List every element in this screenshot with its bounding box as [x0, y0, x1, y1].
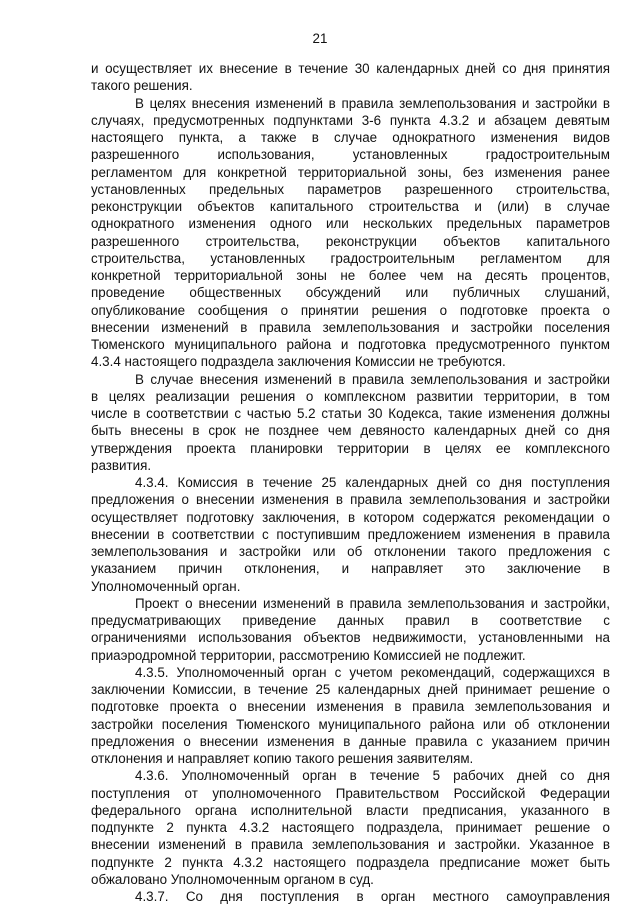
text-line: строительства, установленных градостроительным регламентом для [91, 250, 610, 266]
text-line: разрешенного использования, установленных градостроительным [91, 147, 610, 163]
text-line: подпункте 2 пункта 4.3.2 настоящего подраздела предписание может быть [91, 854, 610, 870]
text-line: опубликование сообщения о принятии решения о подготовке проекта о [91, 302, 610, 318]
text-line: обжаловано Уполномоченным органом в суд. [91, 871, 374, 887]
text-line: числе в соответствии с частью 5.2 статьи 30 Кодекса, такие изменения должны [91, 406, 610, 421]
text-line: Проект о внесении изменений в правила землепользования и застройки, [135, 595, 610, 611]
text-line: подготовке проекта о внесении изменения в правила землепользования и [91, 699, 610, 715]
page-number: 21 [312, 31, 328, 46]
text-line: Тюменского муниципального района и подготовка предусмотренного пунктом [91, 337, 610, 352]
text-line: 4.3.7. Со дня поступления в орган местного самоуправления [135, 889, 610, 904]
text-line: внесении изменений в правила землепользования и застройки. Указанное в [91, 837, 610, 853]
text-line: быть внесены в срок не позднее чем девяносто календарных дней со дня [91, 423, 610, 439]
text-line: однократного изменения одного или нескольких предельных параметров [91, 216, 610, 232]
text-line: реконструкции объектов капитального строительства и (или) в случае [91, 199, 610, 214]
text-line: федерального органа исполнительной власти предписания, указанного в [91, 802, 610, 818]
text-line: поступления от уполномоченного Правительством Российской Федерации [91, 785, 610, 801]
text-line: развития. [91, 457, 152, 473]
text-line: в целях реализации решения о комплексном развитии территории, в том [91, 388, 610, 404]
text-line: разрешенного строительства, реконструкции объектов капитального [91, 233, 610, 249]
text-line: предложения о внесении изменения в правила землепользования и застройки [91, 492, 610, 508]
text-line: внесении изменений в правила землепользования и застройки поселения [91, 319, 610, 335]
text-line: такого решения. [91, 78, 193, 94]
text-line: заключении Комиссии, в течение 25 календарных дней принимает решение о [91, 682, 610, 697]
text-line: предусматривающих приведение данных правил в соответствие с [91, 613, 610, 628]
text-line: В случае внесения изменений в правила землепользования и застройки [135, 371, 610, 387]
text-line: В целях внесения изменений в правила землепользования и застройки в [135, 95, 610, 111]
text-line: проведение общественных обсуждений или публичных слушаний, [91, 285, 610, 301]
text-line: приаэродромной территории, рассмотрению Комиссией не подлежит. [91, 647, 526, 663]
text-line: и осуществляет их внесение в течение 30 календарных дней со дня принятия [91, 61, 610, 76]
text-line: внесении в соответствии с поступившим предложением изменения в правила [91, 526, 610, 542]
text-line: подпункте 2 пункта 4.3.2 настоящего подраздела, принимает решение о [91, 820, 610, 835]
text-line: конкретной территориальной зоны не более чем на десять процентов, [91, 268, 610, 283]
text-line: 4.3.4 настоящего подраздела заключения Комиссии не требуются. [91, 354, 506, 370]
text-line: ограничениями использования объектов недвижимости, установленными на [91, 630, 610, 646]
text-line: осуществляет подготовку заключения, в котором содержатся рекомендации о [91, 509, 610, 525]
text-line: установленных предельных параметров разрешенного строительства, [91, 181, 610, 197]
text-line: 4.3.5. Уполномоченный орган с учетом рекомендаций, содержащихся в [135, 664, 610, 680]
text-line: случаях, предусмотренных подпунктами 3-6 пункта 4.3.2 и абзацем девятым [91, 112, 610, 128]
text-line: предложения о внесении изменения в данные правила с указанием причин [91, 733, 610, 749]
text-line: отклонения и направляет копию такого решения заявителям. [91, 751, 474, 766]
body-text [91, 60, 610, 905]
text-line: землепользования и застройки или об отклонении такого предложения с [91, 544, 610, 559]
text-line: 4.3.6. Уполномоченный орган в течение 5 рабочих дней со дня [135, 768, 610, 784]
text-line: 4.3.4. Комиссия в течение 25 календарных дней со дня поступления [135, 475, 610, 490]
text-line: утверждения проекта планировки территории в целях ее комплексного [91, 440, 610, 456]
text-line: регламентом для конкретной территориальной зоны, без изменения ранее [91, 164, 610, 180]
text-line: указанием причин отклонения, и направляет это заключение в [91, 561, 610, 577]
text-line: застройки поселения Тюменского муниципального района или об отклонении [91, 716, 610, 732]
text-line: Уполномоченный орган. [91, 578, 241, 594]
text-line: настоящего пункта, а также в случае однократного изменения видов [91, 130, 610, 145]
